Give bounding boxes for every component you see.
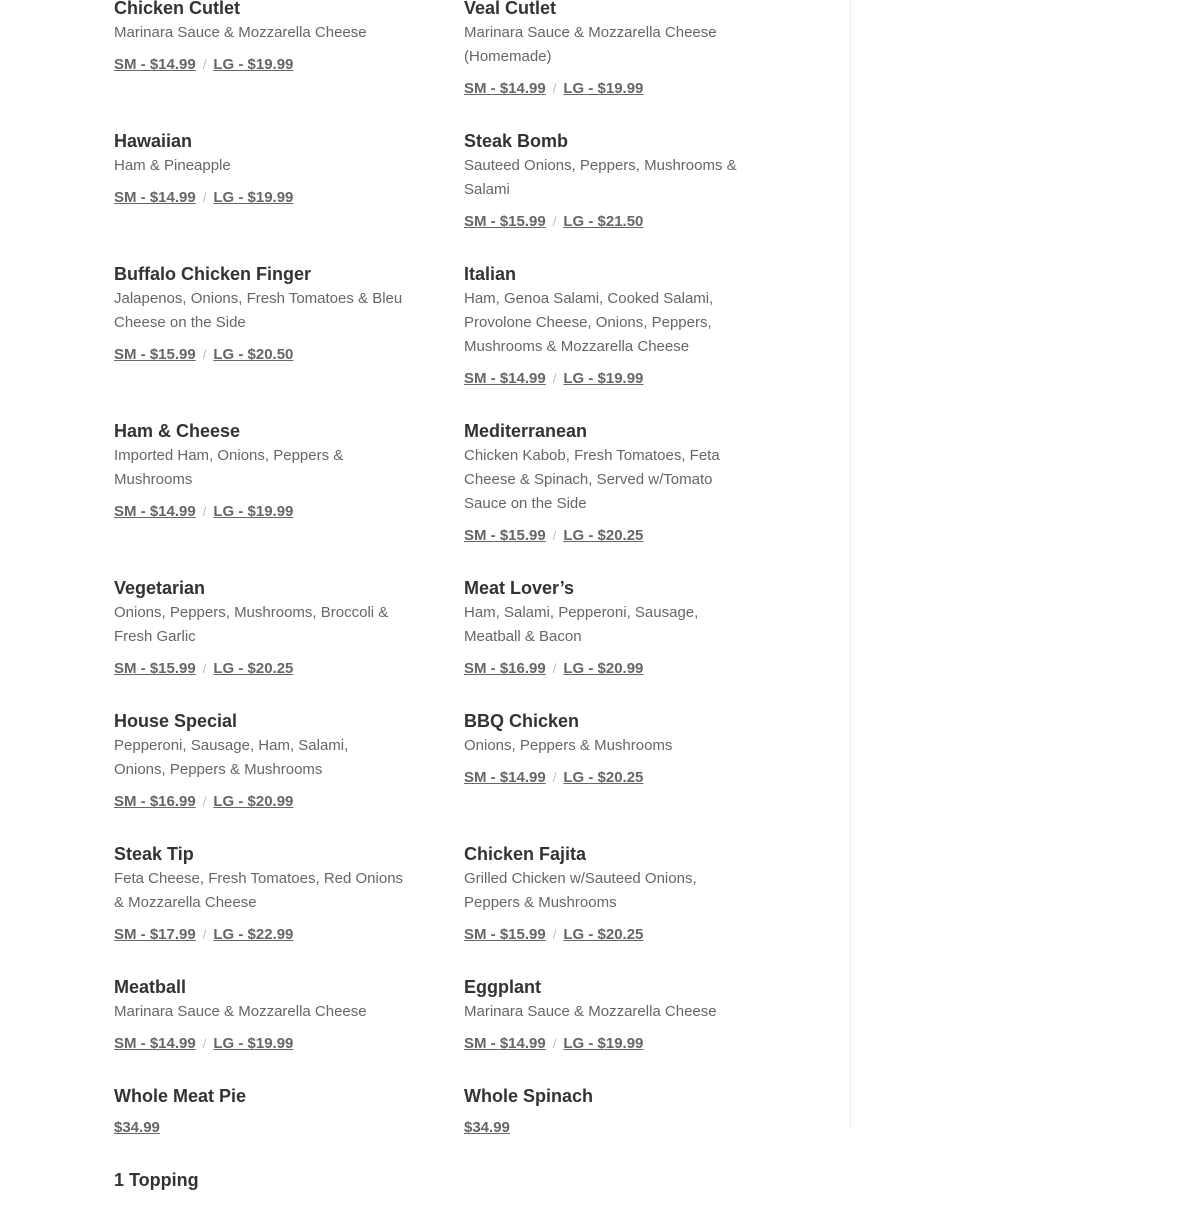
menu-item xyxy=(464,0,814,123)
price-link[interactable]: LG - $20.25 xyxy=(213,660,294,677)
menu-item-name: Whole Meat Pie xyxy=(114,1086,247,1106)
menu-row xyxy=(114,1162,814,1214)
menu-item xyxy=(114,969,464,1078)
price-link[interactable]: SM - $14.99 xyxy=(464,80,546,97)
menu-row xyxy=(114,969,814,1078)
price-separator: / xyxy=(552,214,557,229)
menu-item xyxy=(114,0,464,99)
price-link[interactable]: $34.99 xyxy=(464,1119,510,1136)
price-link[interactable]: SM - $14.99 xyxy=(464,370,546,387)
price-link[interactable]: LG - $19.99 xyxy=(213,189,294,206)
menu-item-prices xyxy=(464,766,754,790)
price-separator: / xyxy=(552,1036,557,1051)
menu-row xyxy=(114,123,814,256)
menu-item-prices xyxy=(114,790,404,814)
menu-item-description: Jalapenos, Onions, Fresh Tomatoes & Bleu Cheese on the Side xyxy=(114,290,403,331)
menu-item-description: Chicken Kabob, Fresh Tomatoes, Feta Cheese & Spinach, Served w/Tomato Sauce on the Side xyxy=(464,447,720,512)
price-separator: / xyxy=(552,927,557,942)
price-link[interactable]: LG - $20.50 xyxy=(213,346,294,363)
menu-item-name: Buffalo Chicken Finger xyxy=(114,264,312,284)
menu-item-name: Veal Cutlet xyxy=(464,0,557,18)
menu-row xyxy=(114,703,814,836)
price-link[interactable]: SM - $14.99 xyxy=(114,503,196,520)
menu-item-name: Eggplant xyxy=(464,977,541,997)
menu-item-name: Meat Lover’s xyxy=(464,578,575,598)
menu-item-description: Marinara Sauce & Mozzarella Cheese xyxy=(114,1003,367,1020)
menu-item-prices xyxy=(464,367,754,391)
menu-item-prices xyxy=(464,1116,754,1140)
price-link[interactable]: LG - $21.50 xyxy=(563,213,644,230)
price-link[interactable]: SM - $14.99 xyxy=(114,1035,196,1052)
menu-item-name: 1 Topping xyxy=(114,1170,199,1190)
price-link[interactable]: $34.99 xyxy=(114,1119,160,1136)
price-link[interactable]: LG - $20.25 xyxy=(563,926,644,943)
menu-item-prices xyxy=(464,1032,754,1056)
menu-item-prices xyxy=(464,77,754,101)
price-link[interactable]: LG - $19.99 xyxy=(213,1035,294,1052)
price-link[interactable]: LG - $20.99 xyxy=(563,660,644,677)
menu-item xyxy=(114,123,464,232)
price-separator: / xyxy=(202,661,207,676)
menu-item-name: BBQ Chicken xyxy=(464,711,580,731)
menu-item-description: Pepperoni, Sausage, Ham, Salami, Onions, Peppers & Mushrooms xyxy=(114,737,349,778)
price-link[interactable]: SM - $16.99 xyxy=(464,660,546,677)
menu-item-name: Ham & Cheese xyxy=(114,421,241,441)
menu-item-prices xyxy=(114,500,404,524)
price-link[interactable]: LG - $20.25 xyxy=(563,527,644,544)
menu-item xyxy=(114,836,464,969)
menu-item xyxy=(464,123,814,256)
menu-item-name: Steak Bomb xyxy=(464,131,569,151)
menu-item-name: Chicken Fajita xyxy=(464,844,587,864)
menu-item xyxy=(464,413,814,570)
menu-item-name: Italian xyxy=(464,264,517,284)
menu-item-name: Hawaiian xyxy=(114,131,193,151)
menu-item-name: Mediterranean xyxy=(464,421,588,441)
price-link[interactable]: LG - $19.99 xyxy=(563,1035,644,1052)
menu-item-description: Marinara Sauce & Mozzarella Cheese xyxy=(464,1003,717,1020)
price-link[interactable]: SM - $14.99 xyxy=(464,769,546,786)
menu-item xyxy=(114,413,464,546)
price-link[interactable]: SM - $15.99 xyxy=(464,213,546,230)
price-link[interactable]: LG - $19.99 xyxy=(563,370,644,387)
menu-row xyxy=(114,1078,814,1162)
price-separator: / xyxy=(552,770,557,785)
menu-item xyxy=(464,703,814,812)
price-separator: / xyxy=(202,347,207,362)
menu-item-name: Whole Spinach xyxy=(464,1086,594,1106)
menu-item-prices xyxy=(114,343,404,367)
menu-item-name: Chicken Cutlet xyxy=(114,0,241,18)
menu-row xyxy=(114,256,814,413)
price-link[interactable]: LG - $19.99 xyxy=(213,503,294,520)
menu-item-prices xyxy=(464,923,754,947)
menu-item-description: Onions, Peppers, Mushrooms, Broccoli & Fresh Garlic xyxy=(114,604,389,645)
menu-item xyxy=(464,256,814,413)
price-separator: / xyxy=(202,1036,207,1051)
price-link[interactable]: SM - $15.99 xyxy=(464,926,546,943)
price-link[interactable]: SM - $15.99 xyxy=(114,346,196,363)
menu-row xyxy=(114,570,814,703)
menu-item-description: Imported Ham, Onions, Peppers & Mushrooms xyxy=(114,447,344,488)
price-link[interactable]: SM - $16.99 xyxy=(114,793,196,810)
price-separator: / xyxy=(202,927,207,942)
pizza-menu-list xyxy=(114,0,814,1214)
content-divider xyxy=(850,0,851,1128)
menu-item-description: Ham, Genoa Salami, Cooked Salami, Provolone Cheese, Onions, Peppers, Mushrooms & Mozzarella Cheese xyxy=(464,290,714,355)
price-link[interactable]: LG - $20.25 xyxy=(563,769,644,786)
price-link[interactable]: LG - $19.99 xyxy=(563,80,644,97)
menu-item-prices xyxy=(114,186,404,210)
menu-item-prices xyxy=(464,524,754,548)
menu-item-name: House Special xyxy=(114,711,238,731)
menu-item-description: Ham, Salami, Pepperoni, Sausage, Meatball & Bacon xyxy=(464,604,699,645)
price-link[interactable]: LG - $20.99 xyxy=(213,793,294,810)
price-link[interactable]: LG - $19.99 xyxy=(213,56,294,73)
menu-item xyxy=(114,256,464,389)
menu-item-prices xyxy=(464,210,754,234)
price-separator: / xyxy=(552,661,557,676)
menu-item-prices xyxy=(114,1116,404,1140)
price-separator: / xyxy=(202,504,207,519)
menu-item xyxy=(464,1078,814,1162)
menu-item-description: Marinara Sauce & Mozzarella Cheese (Homemade) xyxy=(464,24,717,65)
price-separator: / xyxy=(552,371,557,386)
menu-item-description: Feta Cheese, Fresh Tomatoes, Red Onions & Mozzarella Cheese xyxy=(114,870,404,911)
menu-item-prices xyxy=(114,1032,404,1056)
menu-row xyxy=(114,413,814,570)
menu-row xyxy=(114,836,814,969)
menu-item-name: Steak Tip xyxy=(114,844,194,864)
menu-item-description: Onions, Peppers & Mushrooms xyxy=(464,737,673,754)
menu-item xyxy=(114,703,464,836)
menu-item-prices xyxy=(114,923,404,947)
price-separator: / xyxy=(202,794,207,809)
price-link[interactable]: SM - $15.99 xyxy=(114,660,196,677)
menu-item-name: Meatball xyxy=(114,977,187,997)
menu-item xyxy=(464,836,814,969)
price-link[interactable]: SM - $14.99 xyxy=(464,1035,546,1052)
menu-item-name: Vegetarian xyxy=(114,578,206,598)
menu-item-description: Ham & Pineapple xyxy=(114,157,231,174)
price-separator: / xyxy=(202,57,207,72)
menu-item-prices xyxy=(464,657,754,681)
menu-item-description: Grilled Chicken w/Sauteed Onions, Peppers & Mushrooms xyxy=(464,870,697,911)
menu-item-prices xyxy=(114,53,404,77)
price-separator: / xyxy=(552,528,557,543)
menu-item-description: Marinara Sauce & Mozzarella Cheese xyxy=(114,24,367,41)
menu-item xyxy=(114,1078,464,1162)
menu-item-prices xyxy=(114,657,404,681)
price-link[interactable]: LG - $22.99 xyxy=(213,926,294,943)
menu-item xyxy=(114,1162,486,1214)
price-link[interactable]: SM - $14.99 xyxy=(114,189,196,206)
menu-item-description: Sauteed Onions, Peppers, Mushrooms & Salami xyxy=(464,157,737,198)
price-separator: / xyxy=(552,81,557,96)
menu-item xyxy=(464,570,814,703)
menu-item xyxy=(114,570,464,703)
price-link[interactable]: SM - $14.99 xyxy=(114,56,196,73)
price-link[interactable]: SM - $15.99 xyxy=(464,527,546,544)
menu-row xyxy=(114,0,814,123)
price-link[interactable]: SM - $17.99 xyxy=(114,926,196,943)
menu-item xyxy=(464,969,814,1078)
price-separator: / xyxy=(202,190,207,205)
